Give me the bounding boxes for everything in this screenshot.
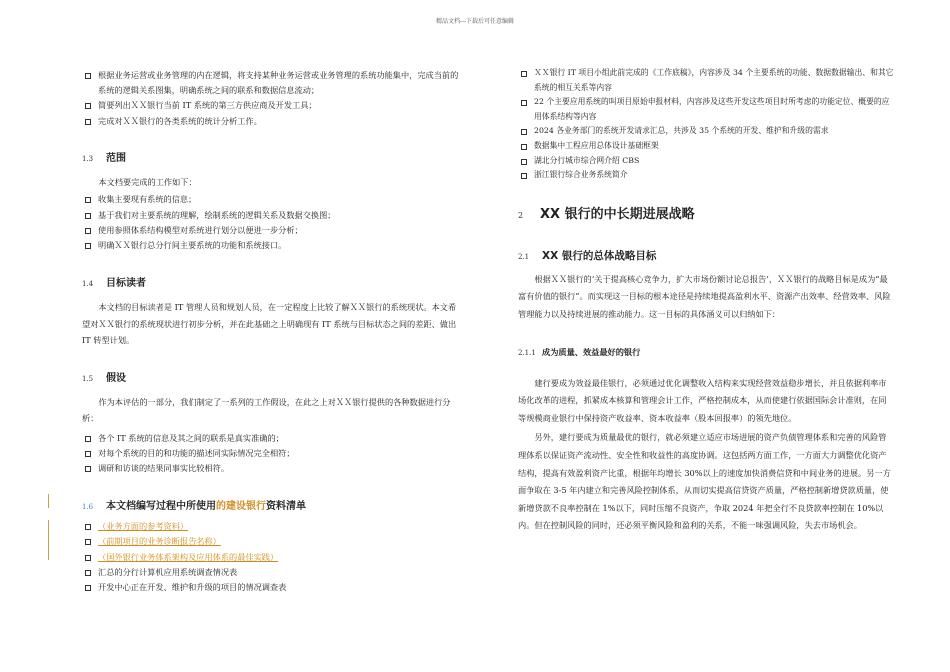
reference-link[interactable]: （前期项目的业务诊断报告名称） bbox=[98, 536, 221, 547]
top-bullet-list bbox=[82, 68, 464, 129]
section-1-3-intro: 本文档要完成的工作如下： bbox=[98, 176, 197, 187]
list-item: 2024 各业务部门的系统开发请求汇总，共涉及 35 个系统的开发、维护和升级的需求 bbox=[518, 124, 894, 139]
list-item bbox=[82, 550, 464, 565]
list-item bbox=[82, 519, 464, 534]
section-1-3-heading: 1.3 范围 bbox=[82, 152, 126, 164]
material-list bbox=[82, 565, 464, 595]
change-bar bbox=[48, 494, 49, 508]
assumption-list bbox=[82, 431, 464, 477]
list-item: 汇总的分行计算机应用系统调查情况表 bbox=[82, 565, 464, 580]
reference-link[interactable]: （业务方面的参考资料） bbox=[98, 521, 189, 532]
section-1-4-heading: 1.4 目标读者 bbox=[82, 278, 146, 290]
source-material-list bbox=[518, 66, 894, 183]
section-1-6-heading: 1.6 本文档编写过程中所使用的建设银行资料清单 bbox=[82, 501, 306, 513]
section-2-1-heading: 2.1 XX 银行的总体战略目标 bbox=[518, 249, 657, 262]
list-item: 使用参照体系结构模型对系统进行划分以便进一步分析； bbox=[82, 223, 464, 238]
list-item: 各个 IT 系统的信息及其之间的联系是真实准确的； bbox=[82, 431, 464, 446]
change-bar bbox=[48, 520, 49, 560]
section-2-1-1-heading: 2.1.1 成为质量、效益最好的银行 bbox=[518, 346, 641, 357]
reference-link[interactable]: （国外银行业务体系架构及应用体系的最佳实践） bbox=[98, 551, 279, 562]
list-item: ＸＸ银行 IT 项目小组此前完成的《工作底稿》，内容涉及 34 个主要系统的功能、数据数据输出、和其它系统的相互关系等内容 bbox=[518, 66, 894, 95]
right-column bbox=[518, 66, 894, 535]
page-header: 精品文档---下载后可任意编辑 bbox=[435, 18, 515, 25]
section-2-1-1-paragraph-2: 另外，建行要成为质量最优的银行，就必须建立适应市场进展的资产负债管理体系和完善的风险管理体系以保证资产流动性、安全性和收益性的高度协调。这包括两方面工作，一方面大力调整优化资产结构，提高有效盈利资产比重，根据年均增长 30%以上的速度加快消费信贷和中间业务的进展。另一方面争取在 3-5 年内建立和完善风险控制体系，从而切实提高信贷资产质量，严格控制新增贷款质量，使新增贷款不良率控制在 1%以下，同时压缩不良资产，争取 2024 年把全行不良贷款率控制在 10%以内。但在控制风险的同时，还必须平衡风险和盈利的关系，不能一味强调风险，失去市场机会。 bbox=[518, 432, 891, 531]
highlighted-text: 的建设银行 bbox=[216, 501, 266, 513]
list-item: 简要列出ＸＸ银行当前 IT 系统的第三方供应商及开发工具； bbox=[82, 98, 464, 113]
list-item: 完成对ＸＸ银行的各类系统的统计分析工作。 bbox=[82, 114, 464, 129]
left-column bbox=[82, 66, 464, 595]
list-item: 湖北分行城市综合网介绍 CBS bbox=[518, 154, 894, 169]
list-item: 调研和访谈的结果同事实比较相符。 bbox=[82, 461, 464, 476]
list-item: 基于我们对主要系统的理解，绘制系统的逻辑关系及数据交换图； bbox=[82, 208, 464, 223]
reference-link-list bbox=[82, 519, 464, 565]
list-item: 浙江银行综合业务系统简介 bbox=[518, 168, 894, 183]
list-item: 数据集中工程应用总体设计基础框架 bbox=[518, 139, 894, 154]
list-item: 收集主要现有系统的信息； bbox=[82, 192, 464, 207]
list-item: 对每个系统的目的和功能的描述同实际情况完全相符； bbox=[82, 446, 464, 461]
section-1-4-paragraph: 本文档的目标读者是 IT 管理人员和规划人员，在一定程度上比较了解ＸＸ银行的系统现状。本文希望对ＸＸ银行的系统现状进行初步分析，并在此基础之上明确现有 IT 系统与目标状态之间的差距、做出 IT 转型计划。 bbox=[82, 302, 457, 346]
section-2-1-paragraph: 根据ＸＸ银行的‘关于提高核心竞争力，扩大市场份额讨论总报告’，ＸＸ银行的战略目标是成为“最富有价值的银行”。而实现这一目标的根本途径是持续地提高盈利水平、资源产出效率、经营效率、风险管理能力以及持续进展的推动能力。这一目标的具体涵义可以归纳如下： bbox=[518, 273, 891, 319]
section-2-1-1-paragraph-1: 建行要成为效益最佳银行，必须通过优化调整收入结构来实现经营效益稳步增长，并且依据利率市场化改革的进程，抓紧成本核算和管理会计工作，严格控制成本，从而使建行依据国际会计准则，在同等规模商业银行中保持资产收益率、资本收益率（股本回报率）的领先地位。 bbox=[518, 377, 887, 423]
section-2-heading: 2 XX 银行的中长期进展战略 bbox=[518, 206, 695, 222]
list-item: 明确ＸＸ银行总分行间主要系统的功能和系统接口。 bbox=[82, 238, 464, 253]
section-1-5-paragraph: 作为本评估的一部分，我们制定了一系列的工作假设，在此之上对ＸＸ银行提供的各种数据进行分析： bbox=[82, 396, 451, 424]
list-item: 开发中心正在开发、维护和升级的项目的情况调查表 bbox=[82, 580, 464, 595]
list-item bbox=[82, 534, 464, 549]
section-1-5-heading: 1.5 假设 bbox=[82, 372, 126, 384]
list-item: 根据业务运营或业务管理的内在逻辑，将支持某种业务运营或业务管理的系统功能集中，完成当前的系统的逻辑关系图集，明确系统之间的联系和数据信息流动； bbox=[82, 68, 464, 98]
scope-list bbox=[82, 192, 464, 253]
list-item: 22 个主要应用系统的叫项目原始申报材料，内容涉及这些开发这些项目时所考虑的功能定位、概要的应用体系结构等内容 bbox=[518, 95, 894, 124]
